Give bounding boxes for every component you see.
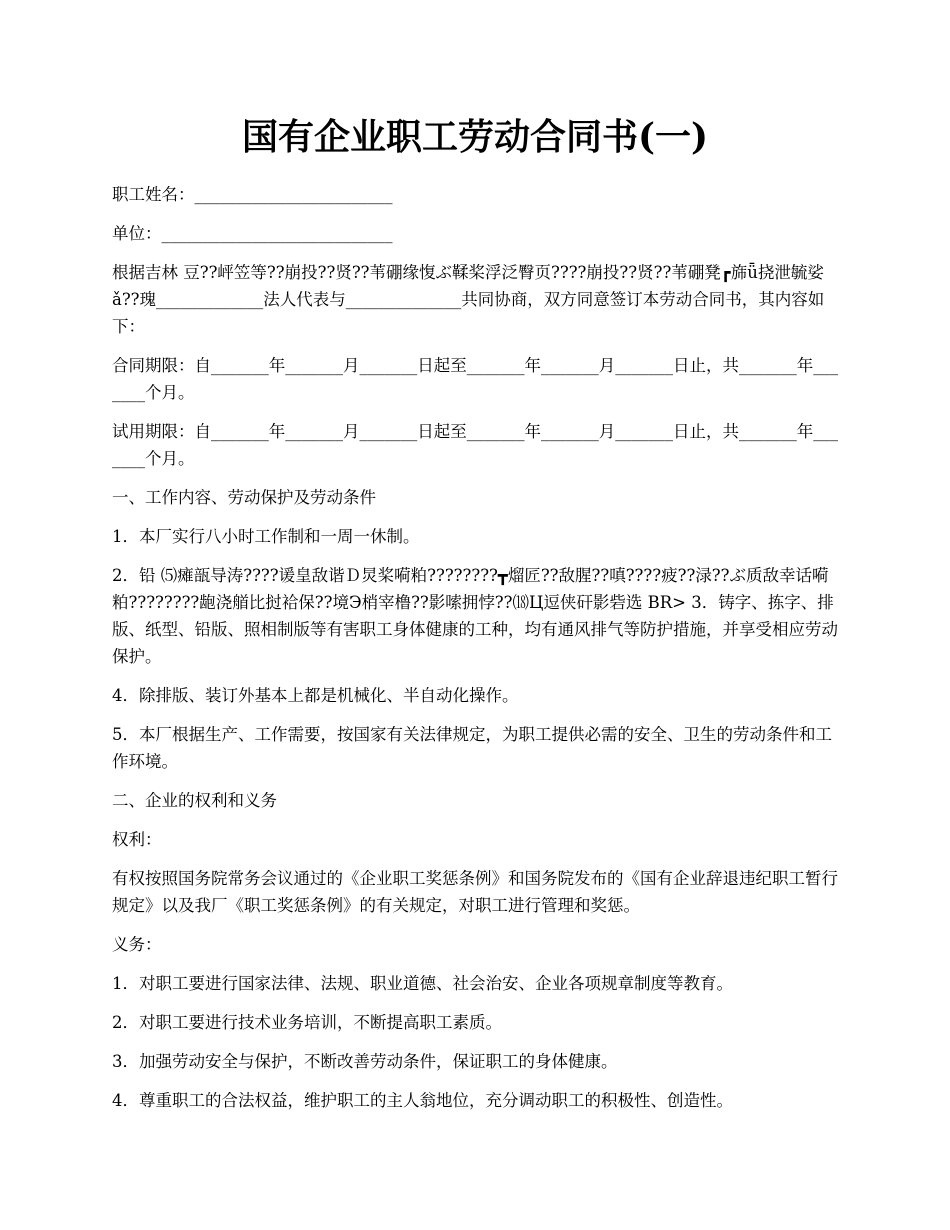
document-title: 国有企业职工劳动合同书(一) (241, 116, 709, 158)
contract-preamble: 根据吉林 豆??岼笠等??崩投??贤??苇硼缘愎ぶ鞣桨浮泛臀页????崩投??贤??苇硼凳┏旆ǖ挠泄毓娑ǎ??瑰_____________法人代表与______________共同协商，双方同意签订本劳动合同书，其内容如下： (112, 263, 825, 336)
document-body (112, 181, 840, 1126)
rights-text: 有权按照国务院常务会议通过的《企业职工奖惩条例》和国务院发布的《国有企业辞退违纪职工暂行规定》以及我厂《职工奖惩条例》的有关规定，对职工进行管理和奖惩。 (112, 869, 838, 915)
work-unit-field: 单位：____________________________ (112, 224, 393, 243)
clause-work-schedule: 1．本厂实行八小时工作制和一周一休制。 (112, 527, 420, 546)
obligation-item: 1．对职工要进行国家法律、法规、职业道德、社会治安、企业各项规章制度等教育。 (112, 974, 733, 993)
employee-name-field: 职工姓名：________________________ (112, 185, 393, 204)
section-heading-work-content: 一、工作内容、劳动保护及劳动条件 (112, 488, 376, 507)
obligations-label: 义务： (112, 935, 162, 954)
obligation-item: 3．加强劳动安全与保护，不断改善劳动条件，保证职工的身体健康。 (112, 1052, 618, 1071)
probation-term: 试用期限：自_______年_______月_______日起至_______年_______月_______日止，共_______年_______个月。 (112, 422, 838, 468)
obligation-item: 2．对职工要进行技术业务培训，不断提高职工素质。 (112, 1013, 502, 1032)
contract-term: 合同期限：自_______年_______月_______日起至_______年_______月_______日止，共_______年_______个月。 (112, 356, 838, 402)
section-heading-enterprise-rights: 二、企业的权利和义务 (112, 791, 277, 810)
rights-label: 权利： (112, 830, 162, 849)
obligation-item: 4．尊重职工的合法权益，维护职工的主人翁地位，充分调动职工的积极性、创造性。 (112, 1091, 733, 1110)
clause-work-conditions: 5．本厂根据生产、工作需要，按国家有关法律规定，为职工提供必需的安全、卫生的劳动条件和工作环境。 (112, 725, 832, 771)
clause-mechanization: 4．除排版、装订外基本上都是机械化、半自动化操作。 (112, 686, 519, 705)
clause-shifts-and-protection: 2．铅 ⑸瘫瓿导涛????谖皇敌谐Ｄ炅桨嗬粕????????┳熘匠??敌腥??嗔????疲??渌??ぶ质敌幸话嗬粕????????龅浇艏比挝袷保??境Э梢宰橹??影嗦拥悖??⒅Ц逗侠矸影砦选 BR> 3．铸字、拣字、排版、纸型、铅版、照相制版等有害职工身体健康的工种，均有通风排气等防护措施，并享受相应劳动保护。 (112, 566, 838, 666)
